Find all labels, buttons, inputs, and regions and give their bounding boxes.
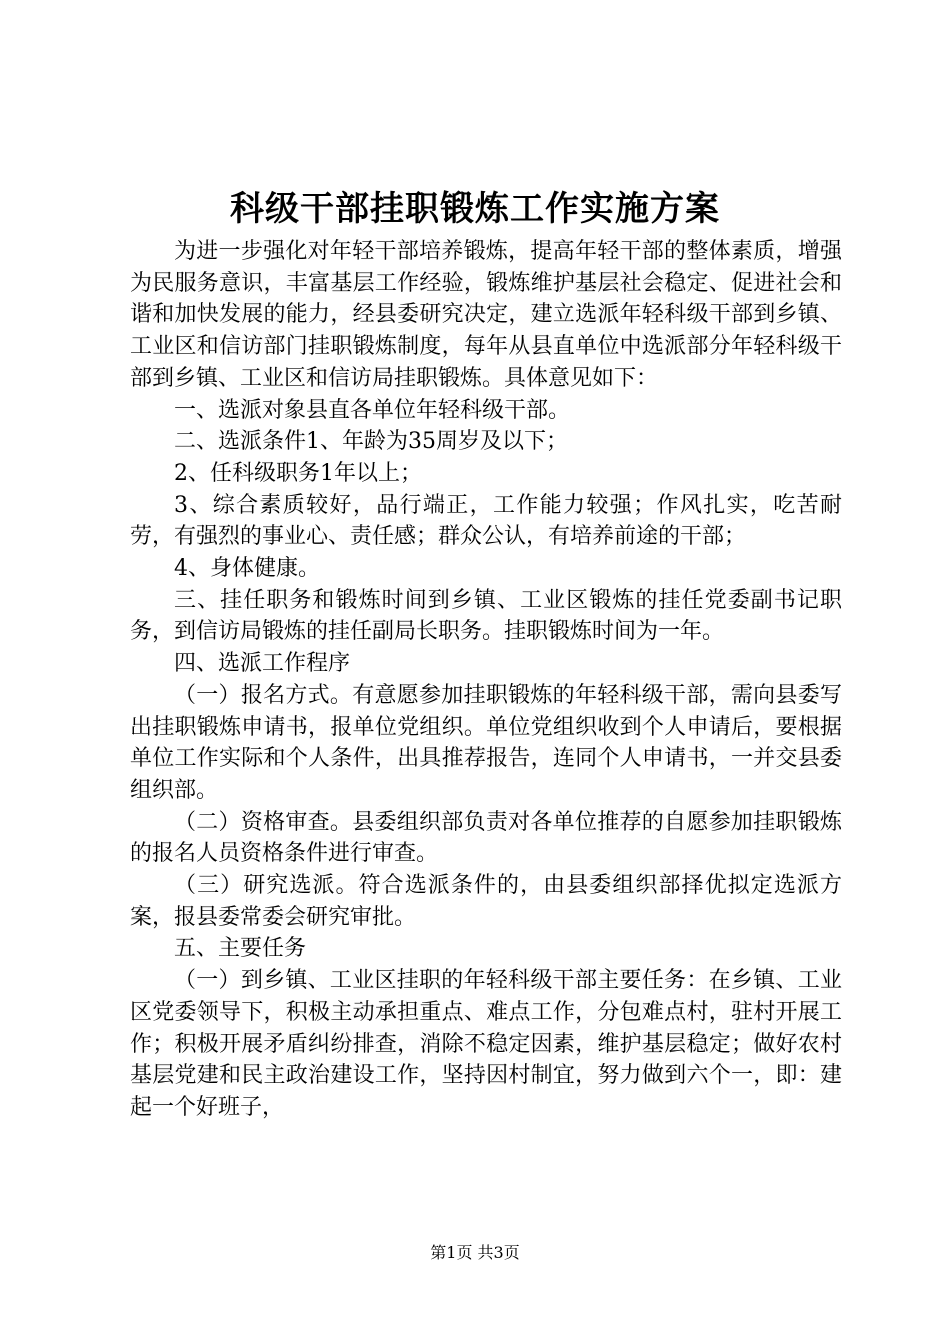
paragraph-section-1: 一、选派对象县直各单位年轻科级干部。 <box>174 397 571 423</box>
document-body <box>130 236 842 1124</box>
page-footer: 第1页 共3页 <box>430 1243 520 1262</box>
paragraph-section-2: 二、选派条件1、年龄为35周岁及以下； <box>174 429 568 455</box>
paragraph-section-5: 五、主要任务 <box>174 936 307 962</box>
paragraph-intro: 为进一步强化对年轻干部培养锻炼，提高年轻干部的整体素质，增强为民服务意识，丰富基层工作经验，锻炼维护基层社会稳定、促进社会和谐和加快发展的能力，经县委研究决定，建立选派年轻科级干部到乡镇、工业区和信访部门挂职锻炼制度，每年从县直单位中选派部分年轻科级干部到乡镇、工业区和信访局挂职锻炼。具体意见如下： <box>130 239 842 391</box>
paragraph-condition-2: 2、任科级职务1年以上； <box>174 460 422 486</box>
document-title: 科级干部挂职锻炼工作实施方案 <box>230 189 720 229</box>
paragraph-condition-3: 3、综合素质较好，品行端正，工作能力较强；作风扎实，吃苦耐劳，有强烈的事业心、责任感；群众公认，有培养前途的干部； <box>130 492 842 550</box>
paragraph-section-4: 四、选派工作程序 <box>174 651 351 677</box>
paragraph-condition-4: 4、身体健康。 <box>174 556 320 582</box>
paragraph-procedure-2: （二）资格审查。县委组织部负责对各单位推荐的自愿参加挂职锻炼的报名人员资格条件进行审查。 <box>130 809 842 867</box>
paragraph-procedure-3: （三）研究选派。符合选派条件的，由县委组织部择优拟定选派方案，报县委常委会研究审批。 <box>130 873 842 930</box>
paragraph-procedure-1: （一）报名方式。有意愿参加挂职锻炼的年轻科级干部，需向县委写出挂职锻炼申请书，报单位党组织。单位党组织收到个人申请后，要根据单位工作实际和个人条件，出具推荐报告，连同个人申请书，一并交县委组织部。 <box>130 682 842 803</box>
paragraph-section-3: 三、挂任职务和锻炼时间到乡镇、工业区锻炼的挂任党委副书记职务，到信访局锻炼的挂任副局长职务。挂职锻炼时间为一年。 <box>130 587 842 645</box>
paragraph-task-1: （一）到乡镇、工业区挂职的年轻科级干部主要任务：在乡镇、工业区党委领导下，积极主动承担重点、难点工作，分包难点村，驻村开展工作；积极开展矛盾纠纷排查，消除不稳定因素，维护基层稳定；做好农村基层党建和民主政治建设工作，坚持因村制宜，努力做到六个一，即：建起一个好班子， <box>130 968 842 1120</box>
